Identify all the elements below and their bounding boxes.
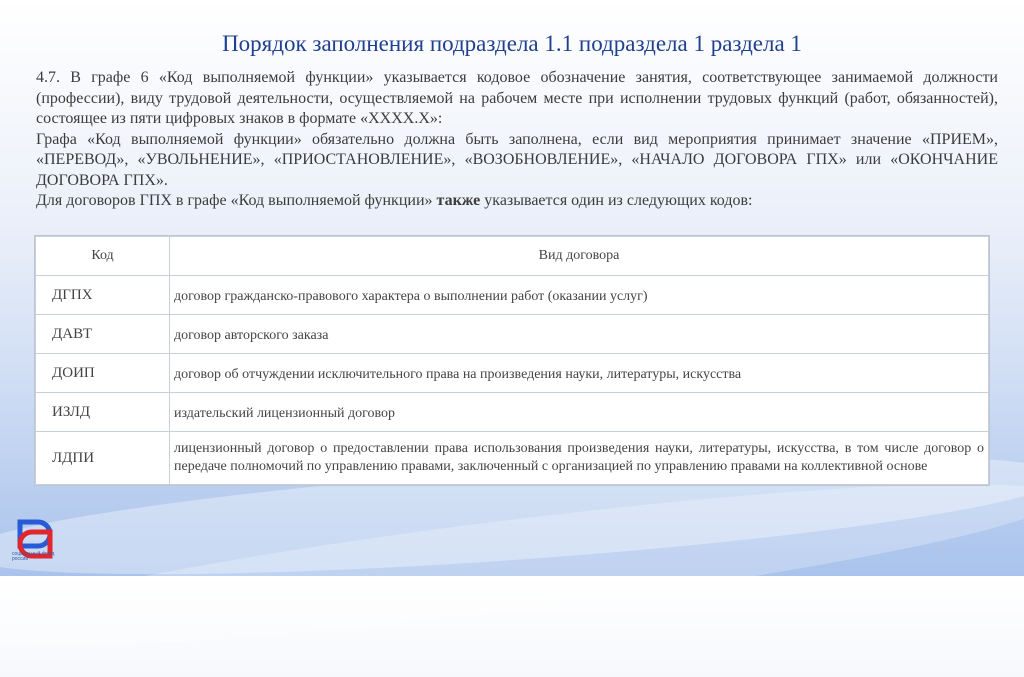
table-row (36, 315, 989, 354)
header-contract-kind: Вид договора (170, 237, 989, 276)
row-description: лицензионный договор о предоставлении права использования произведения науки, литературы, искусства, в том числе договор о передаче полномочий по управлению правами, заключенный с организацией по управлению правами на коллективной основе (170, 432, 989, 485)
row-description: договор авторского заказа (170, 315, 989, 354)
row-code: ИЗЛД (36, 393, 170, 432)
body-text (16, 68, 998, 212)
row-description: издательский лицензионный договор (170, 393, 989, 432)
page-title: Порядок заполнения подраздела 1.1 подраздела 1 раздела 1 (222, 31, 802, 56)
table-row (36, 432, 989, 485)
table-row (36, 276, 989, 315)
table-row (36, 393, 989, 432)
emphasis-also: также (436, 192, 481, 209)
paragraph-gph-codes (16, 191, 998, 212)
row-description: договор гражданско-правового характера о выполнении работ (оказании услуг) (170, 276, 989, 315)
row-code: ДОИП (36, 354, 170, 393)
codes-table (34, 235, 990, 486)
row-code: ЛДПИ (36, 432, 170, 485)
paragraph-gph-codes-end: указывается один из следующих кодов: (480, 192, 753, 209)
paragraph-required: Графа «Код выполняемой функции» обязательно должна быть заполнена, если вид мероприятия принимает значение «ПРИЕМ», «ПЕРЕВОД», «УВОЛЬНЕНИЕ», «ПРИОСТАНОВЛЕНИЕ», «ВОЗОБНОВЛЕНИЕ», «НАЧАЛО ДОГОВОРА ГПХ» или «ОКОНЧАНИЕ ДОГОВОРА ГПХ». (36, 130, 998, 189)
table-header-row (36, 237, 989, 276)
paragraph-gph-codes-start: Для договоров ГПХ в графе «Код выполняемой функции» (36, 192, 437, 209)
paragraph-4-7: 4.7. В графе 6 «Код выполняемой функции» указывается кодовое обозначение занятия, соответствующее занимаемой должности (профессии), виду трудовой деятельности, осуществляемой на рабочем месте при исполнении трудовых функций (работ, обязанностей), состоящее из пяти цифровых знаков в формате «XXXX.X»: (36, 69, 998, 127)
logo-caption: социальный фонд россии (12, 551, 55, 562)
row-code: ДАВТ (36, 315, 170, 354)
row-code: ДГПХ (36, 276, 170, 315)
page-number: 14 (935, 544, 944, 554)
table-row (36, 354, 989, 393)
row-description: договор об отчуждении исключительного права на произведения науки, литературы, искусства (170, 354, 989, 393)
header-code: Код (36, 237, 170, 276)
